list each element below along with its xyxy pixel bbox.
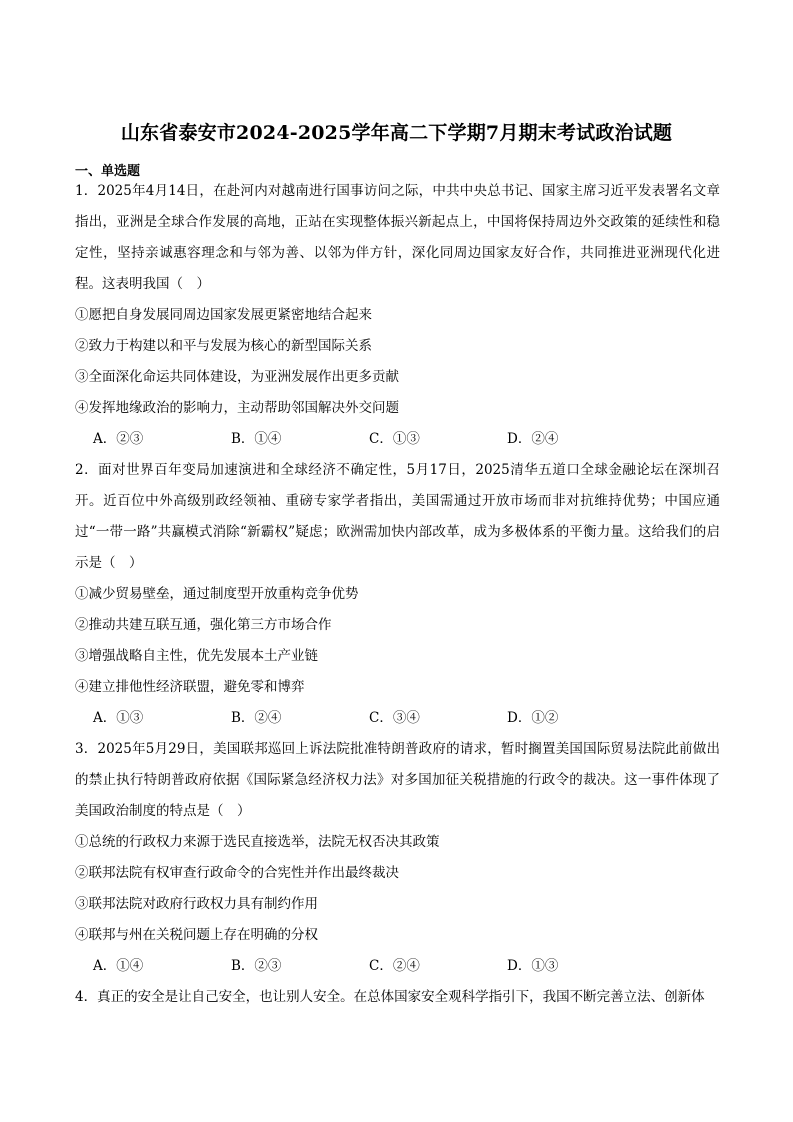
choice-c: C．③④ — [369, 710, 420, 726]
statement-option: ③联邦法院对政府行政权力具有制约作用 — [75, 896, 318, 912]
statement-option: ④联邦与州在关税问题上存在明确的分权 — [75, 927, 318, 943]
statement-option: ②致力于构建以和平与发展为核心的新型国际关系 — [75, 338, 372, 354]
choice-c: C．②④ — [369, 958, 420, 974]
choice-d: D．①③ — [507, 958, 559, 974]
choice-a: A．①④ — [93, 958, 144, 974]
page-title: 山东省泰安市2024-2025学年高二下学期7月期末考试政治试题 — [120, 122, 673, 144]
section-heading: 一、单选题 — [75, 164, 141, 179]
question-stem: 4．真正的安全是让自己安全，也让别人安全。在总体国家安全观科学指引下，我国不断完善立法、创新体 — [75, 989, 705, 1005]
question-stem: 1．2025年4月14日，在赴河内对越南进行国事访问之际，中共中央总书记、国家主席习近平发表署名文章指出，亚洲是全球合作发展的高地，正站在实现整体振兴新起点上，中国将保持周边外交政策的延续性和稳定性，坚持亲诚惠容理念和与邻为善、以邻为伴方针，深化同周边国家友好合作，共同推进亚洲现代化进程。这表明我国（ ） — [75, 183, 720, 292]
statement-option: ④建立排他性经济联盟，避免零和博弈 — [75, 679, 305, 695]
question-1 — [75, 176, 720, 455]
statement-option: ①总统的行政权力来源于选民直接选举，法院无权否决其政策 — [75, 834, 440, 850]
choice-a: A．①③ — [93, 710, 144, 726]
questions-list — [75, 176, 720, 1013]
statement-option: ④发挥地缘政治的影响力，主动帮助邻国解决外交问题 — [75, 400, 399, 416]
statement-option: ①愿把自身发展同周边国家发展更紧密地结合起来 — [75, 307, 372, 323]
statement-option: ③增强战略自主性，优先发展本土产业链 — [75, 648, 318, 664]
statement-option: ③全面深化命运共同体建设，为亚洲发展作出更多贡献 — [75, 369, 399, 385]
question-2 — [75, 455, 720, 734]
choice-b: B．②③ — [231, 958, 282, 974]
statement-option: ②推动共建互联互通，强化第三方市场合作 — [75, 617, 332, 633]
choice-d: D．②④ — [507, 431, 559, 447]
question-stem: 3．2025年5月29日，美国联邦巡回上诉法院批准特朗普政府的请求，暂时搁置美国国际贸易法院此前做出的禁止执行特朗普政府依据《国际紧急经济权力法》对多国加征关税措施的行政令的裁决。这一事件体现了美国政治制度的特点是（ ） — [75, 741, 720, 819]
choice-b: B．②④ — [231, 710, 282, 726]
choice-a: A．②③ — [93, 431, 144, 447]
choice-d: D．①② — [507, 710, 559, 726]
choice-c: C．①③ — [369, 431, 420, 447]
answer-choices — [75, 703, 720, 734]
statement-option: ②联邦法院有权审查行政命令的合宪性并作出最终裁决 — [75, 865, 399, 881]
answer-choices — [75, 424, 720, 455]
question-3 — [75, 734, 720, 982]
question-4 — [75, 982, 720, 1013]
answer-choices — [75, 951, 720, 982]
choice-b: B．①④ — [231, 431, 282, 447]
statement-option: ①减少贸易壁垒，通过制度型开放重构竞争优势 — [75, 586, 359, 602]
question-stem: 2．面对世界百年变局加速演进和全球经济不确定性，5月17日，2025清华五道口全球金融论坛在深圳召开。近百位中外高级别政经领袖、重磅专家学者指出，美国需通过开放市场而非对抗维持优势；中国应通过“一带一路”共赢模式消除“新霸权”疑虑；欧洲需加快内部改革，成为多极体系的平衡力量。这给我们的启示是（ ） — [75, 462, 720, 571]
